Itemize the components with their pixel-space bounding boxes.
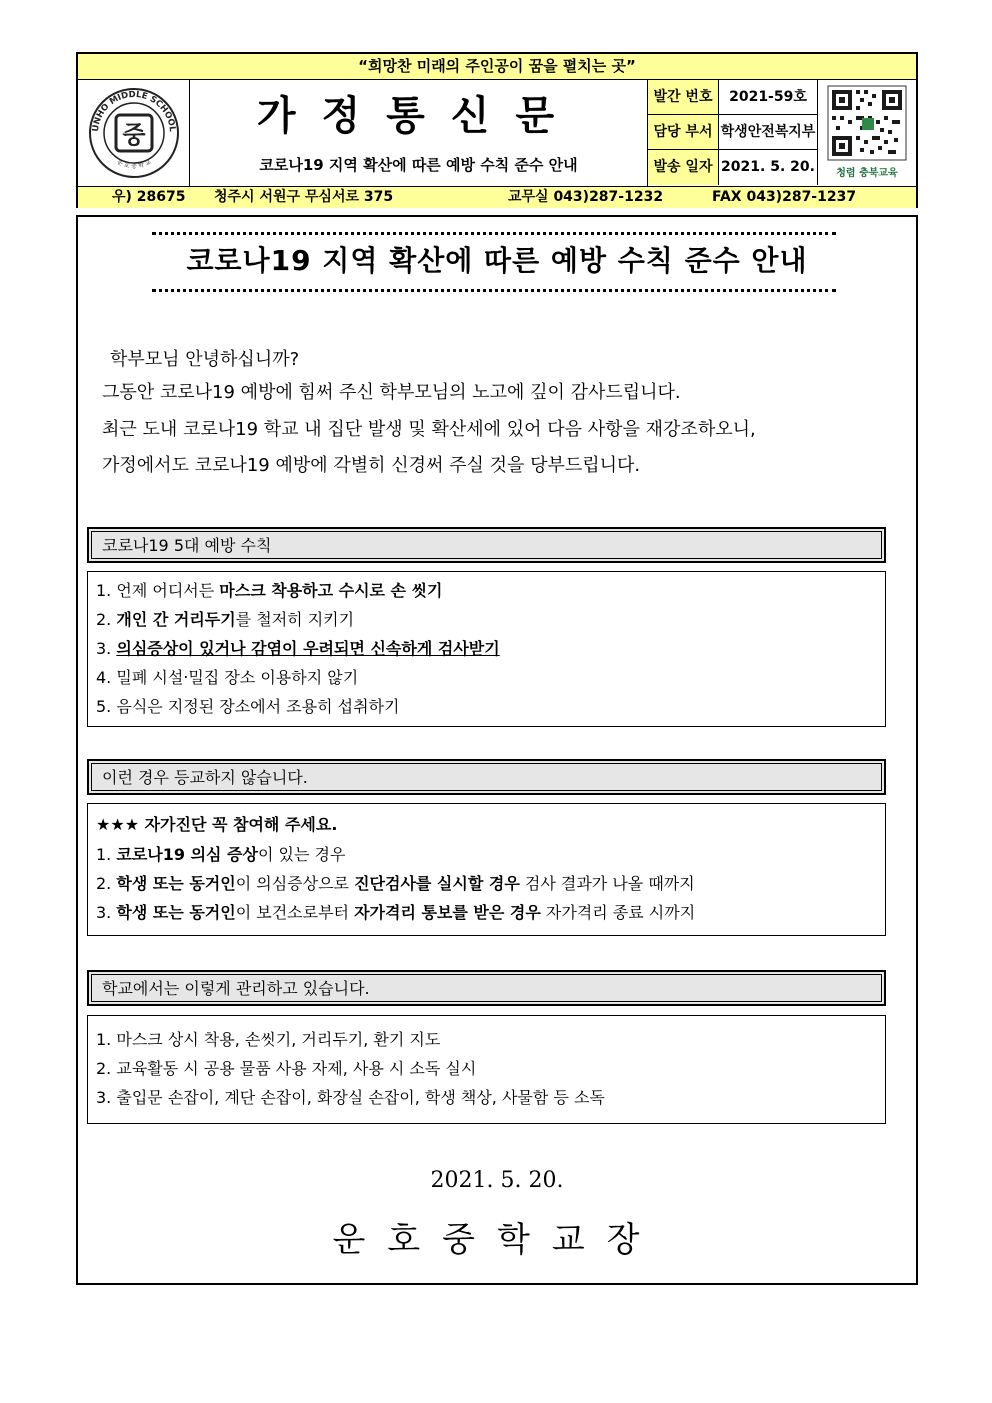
- document-title: 코로나19 지역 확산에 따른 예방 수칙 준수 안내: [186, 244, 808, 277]
- list-item: [96, 1058, 476, 1080]
- school-logo-cell: [78, 80, 190, 186]
- svg-text:UNHO MIDDLE SCHOOL: UNHO MIDDLE SCHOOL: [90, 89, 178, 133]
- item-number: 1.: [96, 1030, 112, 1049]
- section-heading-text: 코로나19 5대 예방 수칙: [91, 531, 882, 559]
- info-label: 담당 부서: [648, 115, 719, 149]
- section-heading-school-measures: [87, 970, 886, 1006]
- school-logo-icon: [78, 80, 190, 186]
- title-cell: [190, 80, 648, 186]
- address-bar: [78, 186, 916, 208]
- svg-text:중: 중: [122, 121, 146, 149]
- item-number: 5.: [96, 697, 112, 716]
- info-value: 2021. 5. 20.: [719, 150, 818, 185]
- list-item: [96, 902, 695, 924]
- item-emphasis: 학생 또는 동거인: [116, 903, 236, 922]
- section-heading-prevention: [87, 527, 886, 563]
- item-number: 4.: [96, 668, 112, 687]
- no-attendance-list: [87, 803, 886, 936]
- item-number: 3.: [96, 903, 112, 922]
- info-label: 발송 일자: [648, 150, 719, 185]
- newsletter-subtitle: 코로나19 지역 확산에 따른 예방 수칙 준수 안내: [259, 156, 578, 174]
- item-text: 를 철저히 지키기: [235, 610, 355, 629]
- list-item: [96, 844, 345, 866]
- section-heading-text: 이런 경우 등교하지 않습니다.: [91, 763, 882, 791]
- self-check-note: ★★★ 자가진단 꼭 참여해 주세요.: [96, 815, 338, 834]
- list-item: [96, 667, 358, 689]
- prevention-list: [87, 571, 886, 727]
- item-text: 마스크 상시 착용, 손씻기, 거리두기, 환기 지도: [116, 1030, 441, 1049]
- dotted-divider-top: [152, 232, 836, 235]
- item-number: 1.: [96, 845, 112, 864]
- item-emphasis: 진단검사를 실시할 경우: [354, 874, 520, 893]
- letter-frame: [76, 215, 918, 1285]
- item-text: 출입문 손잡이, 계단 손잡이, 화장실 손잡이, 학생 책상, 사물함 등 소독: [116, 1088, 605, 1107]
- item-text: 이 있는 경우: [257, 845, 346, 864]
- item-emphasis: 마스크 착용하고 수시로 손 씻기: [219, 581, 443, 600]
- body-line-3: 가정에서도 코로나19 예방에 각별히 신경써 주실 것을 당부드립니다.: [102, 455, 641, 476]
- fax-number: FAX 043)287-1237: [712, 189, 857, 205]
- dotted-divider-bottom: [152, 289, 836, 292]
- item-number: 2.: [96, 610, 112, 629]
- item-emphasis: 의심증상이 있거나 감염이 우려되면 신속하게 검사받기: [116, 639, 500, 658]
- item-text: 이 의심증상으로: [235, 874, 355, 893]
- list-item: [96, 580, 443, 602]
- list-item: [96, 696, 399, 718]
- list-item: [96, 873, 695, 895]
- info-value: 학생안전복지부: [719, 115, 818, 149]
- list-item: [96, 638, 500, 660]
- list-item: [96, 609, 354, 631]
- street-address: 청주시 서원구 무심서로 375: [214, 189, 394, 205]
- item-text: 교육활동 시 공용 물품 사용 자제, 사용 시 소독 실시: [116, 1059, 477, 1078]
- item-text: 밀폐 시설‧밀집 장소 이용하지 않기: [116, 668, 359, 687]
- info-row-department: [648, 115, 818, 150]
- school-motto: “희망찬 미래의 주인공이 꿈을 펼치는 곳”: [78, 54, 916, 80]
- list-item: [96, 1087, 605, 1109]
- newsletter-title: 가정통신문: [256, 92, 581, 139]
- qr-cell: [818, 80, 916, 186]
- office-phone: 교무실 043)287-1232: [508, 189, 664, 205]
- item-number: 2.: [96, 1059, 112, 1078]
- body-line-2: 최근 도내 코로나19 학교 내 집단 발생 및 확산세에 있어 다음 사항을 재강조하오니,: [102, 419, 756, 440]
- item-emphasis: 개인 간 거리두기: [116, 610, 236, 629]
- issue-info-table: [648, 80, 818, 186]
- item-number: 3.: [96, 1088, 112, 1107]
- item-text: 자가격리 종료 시까지: [540, 903, 696, 922]
- school-measures-list: [87, 1015, 886, 1124]
- body-line-1: 그동안 코로나19 예방에 힘써 주신 학부모님의 노고에 깊이 감사드립니다.: [102, 382, 681, 403]
- item-number: 3.: [96, 639, 112, 658]
- qr-code-icon: [818, 80, 916, 164]
- item-emphasis: 자가격리 통보를 받은 경우: [354, 903, 541, 922]
- info-row-send-date: [648, 150, 818, 185]
- section-heading-text: 학교에서는 이렇게 관리하고 있습니다.: [91, 974, 882, 1002]
- postal-code: 우) 28675: [112, 189, 186, 205]
- info-value: 2021-59호: [719, 80, 818, 114]
- list-item: [96, 1029, 440, 1051]
- item-text: 이 보건소로부터: [235, 903, 355, 922]
- item-emphasis: 학생 또는 동거인: [116, 874, 236, 893]
- svg-text:운 호 중 학 교: 운 호 중 학 교: [115, 158, 153, 170]
- info-row-issue-number: [648, 80, 818, 115]
- item-text: 언제 어디서든: [116, 581, 220, 600]
- qr-caption: 청렴 충북교육: [836, 168, 898, 179]
- item-text: 검사 결과가 나올 때까지: [519, 874, 695, 893]
- item-number: 1.: [96, 581, 112, 600]
- item-number: 2.: [96, 874, 112, 893]
- principal-signature: 운호중학교장: [332, 1220, 662, 1260]
- newsletter-header: [76, 52, 918, 208]
- item-text: 음식은 지정된 장소에서 조용히 섭취하기: [116, 697, 400, 716]
- section-heading-no-attendance: [87, 759, 886, 795]
- greeting: 학부모님 안녕하십니까?: [110, 349, 300, 370]
- issue-date: 2021. 5. 20.: [430, 1168, 564, 1193]
- info-label: 발간 번호: [648, 80, 719, 114]
- item-emphasis: 코로나19 의심 증상: [116, 845, 258, 864]
